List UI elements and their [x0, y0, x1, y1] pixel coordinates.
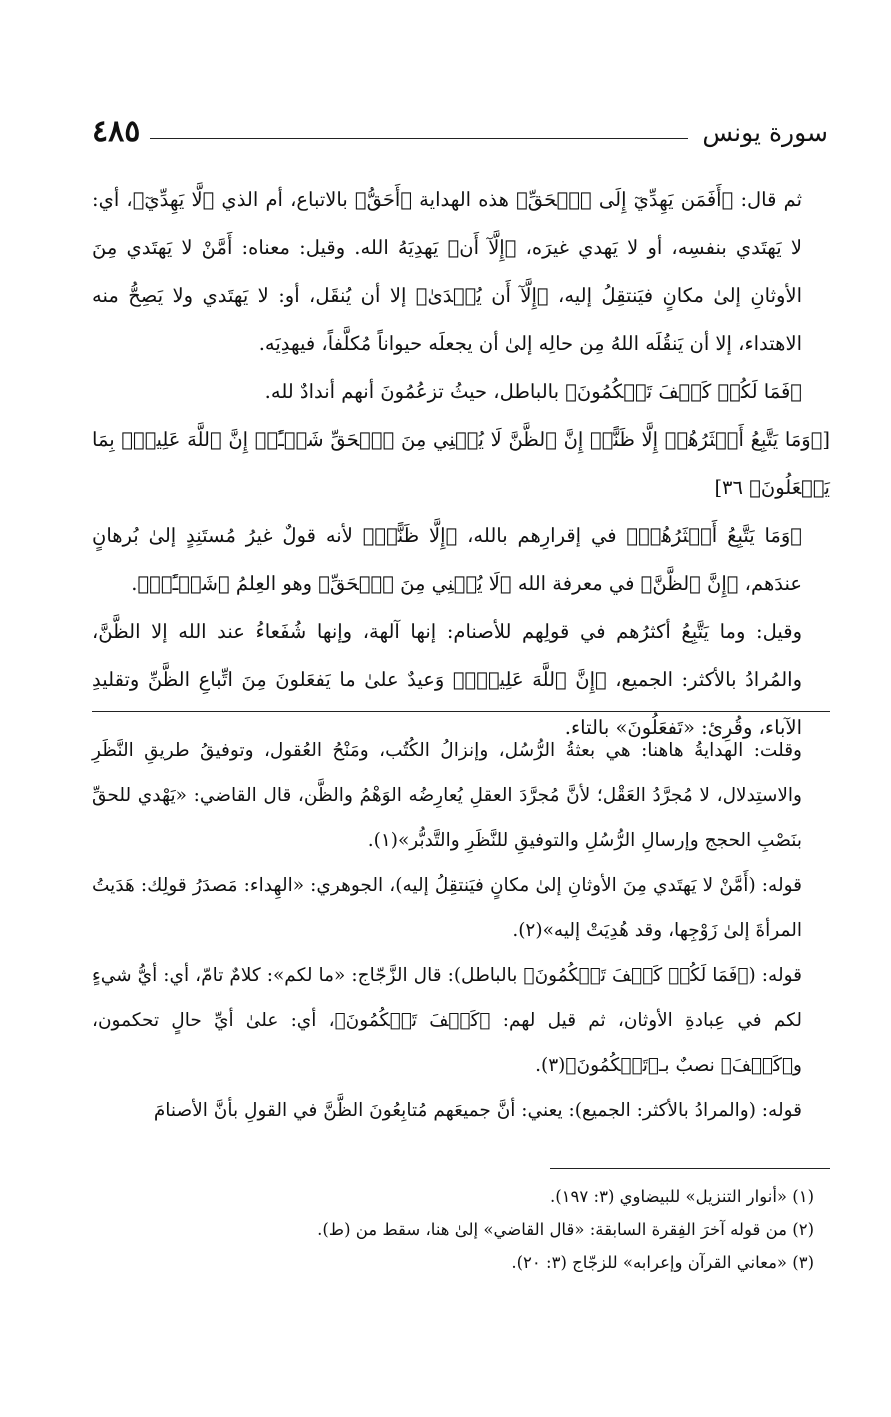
- footnote: (١) «أنوار التنزيل» للبيضاوي (٣: ١٩٧).: [549, 1187, 814, 1206]
- hashiya-paragraph: وقلت: الهدايةُ هاهنا: هي بعثةُ الرُّسُل، وإنزالُ الكُتُب، ومَنْحُ العُقول، وتوفيقُ طريقِ النَّظَرِ والاستِدلال، لا مُجرَّدُ العَقْل؛ لأنَّ مُجرَّدَ العقلِ يُعارِضُه الوَهْمُ والظَّن، قال القاضي: «يَهْدي للحقِّ بنَصْبِ الحجج وإرسالِ الرُّسُلِ والتوفيقِ للنَّظَرِ والتَّدبُّر»(١).: [92, 740, 802, 851]
- surah-title: سورة يونس: [702, 118, 828, 147]
- commentary-paragraph: ﴿وَمَا يَتَّبِعُ أَكۡثَرُهُمۡ﴾ في إقرارِهم بالله، ﴿إِلَّا ظَنًّاۚ﴾ لأنه قولٌ غيرُ مُستَنِدٍ إلىٰ بُرهانٍ عندَهم، ﴿إِنَّ ٱلظَّنَّ﴾ في معرفة الله ﴿لَا يُغۡنِي مِنَ ٱلۡحَقِّ﴾ وهو العِلمُ ﴿شَيۡـًٔاۚ﴾.: [92, 524, 802, 595]
- commentary-paragraph: وقيل: وما يَتَّبِعُ أكثرُهم في قولِهم للأصنام: إنها آلهة، وإنها شُفَعاءُ عند الله إلا الظَّنَّ، والمُرادُ بالأكثر: الجميع، ﴿إِنَّ ٱللَّهَ عَلِيمُۢ﴾ وَعيدٌ علىٰ ما يَفعَلونَ مِنَ اتِّباعِ الظَّنِّ وتقليدِ الآباء، وقُرِئ: «تَفعَلُونَ» بالتاء.: [92, 620, 802, 739]
- quran-verse: [﴿وَمَا يَتَّبِعُ أَكۡثَرُهُمۡ إِلَّا ظَنًّاۚ إِنَّ ٱلظَّنَّ لَا يُغۡنِي مِنَ ٱلۡحَقِّ شَيۡـًٔاۚ إِنَّ ٱللَّهَ عَلِيمُۢ بِمَا يَفۡعَلُونَ﴾ ٣٦]: [92, 428, 830, 499]
- footnote: (٢) من قوله آخرَ الفِقرة السابقة: «قال القاضي» إلىٰ هنا، سقط من (ط).: [317, 1220, 814, 1239]
- hashiya-paragraph: قوله: (أَمَّنْ لا يَهتَدي مِنَ الأوثانِ إلىٰ مكانٍ فيَنتقِلُ إليه)، الجوهري: «الهِداء: مَصدَرُ قولِك: هَدَيتُ المرأةَ إلىٰ زَوْجِها، وقد هُدِيَتْ إليه»(٢).: [92, 875, 802, 941]
- hashiya-text: [92, 728, 830, 1133]
- footnote: (٣) «معاني القرآن وإعرابه» للزجّاج (٣: ٢٠).: [511, 1253, 814, 1272]
- header-rule: [150, 138, 688, 139]
- footnotes: [92, 1180, 830, 1279]
- commentary-paragraph: ثم قال: ﴿أَفَمَن يَهِدِّيٓ إِلَى ٱلۡحَقِّ﴾ هذه الهداية ﴿أَحَقُّ﴾ بالاتباع، أم الذي ﴿لَّا يَهِدِّيٓ﴾، أي: لا يَهتَدي بنفسِه، أو لا يَهدي غيرَه، ﴿إِلَّآ أَن﴾ يَهدِيَهُ الله. وقيل: معناه: أَمَّنْ لا يَهتَدي مِنَ الأوثانِ إلىٰ مكانٍ فيَنتقِلُ إليه، ﴿إِلَّآ أَن يُهۡدَىٰ﴾ إلا أن يُنقَل، أو: لا يَهتَدي ولا يَصِحُّ منه الاهتداء، إلا أن يَنقُلَه اللهُ مِن حالِه إلىٰ أن يجعلَه حيواناً مُكلَّفاً، فيهدِيَه.: [92, 188, 802, 355]
- footnote-rule: [550, 1168, 830, 1169]
- commentary-text: [92, 176, 830, 752]
- section-divider: [92, 711, 830, 712]
- commentary-paragraph: ﴿فَمَا لَكُمۡ كَيۡفَ تَحۡكُمُونَ﴾ بالباطل، حيثُ تزعُمُونَ أنهم أندادٌ لله.: [264, 380, 802, 403]
- page-number: ٤٨٥: [92, 114, 141, 149]
- page-header: [92, 110, 828, 158]
- hashiya-paragraph: قوله: (﴿فَمَا لَكُمۡ كَيۡفَ تَحۡكُمُونَ﴾ بالباطل): قال الزَّجّاج: «ما لكم»: كلامٌ تامّ، أي: أيُّ شيءٍ لكم في عِبادةِ الأوثان، ثم قيل لهم: ﴿كَيۡفَ تَحۡكُمُونَ﴾، أي: علىٰ أيِّ حالٍ تحكمون، و﴿كَيۡفَ﴾ نصبٌ بـ﴿تَحۡكُمُونَ﴾(٣).: [92, 965, 802, 1076]
- hashiya-paragraph: قوله: (والمرادُ بالأكثر: الجميع): يعني: أنَّ جميعَهم مُتابِعُونَ الظَّنَّ في القولِ بأنَّ الأصنامَ: [153, 1100, 802, 1121]
